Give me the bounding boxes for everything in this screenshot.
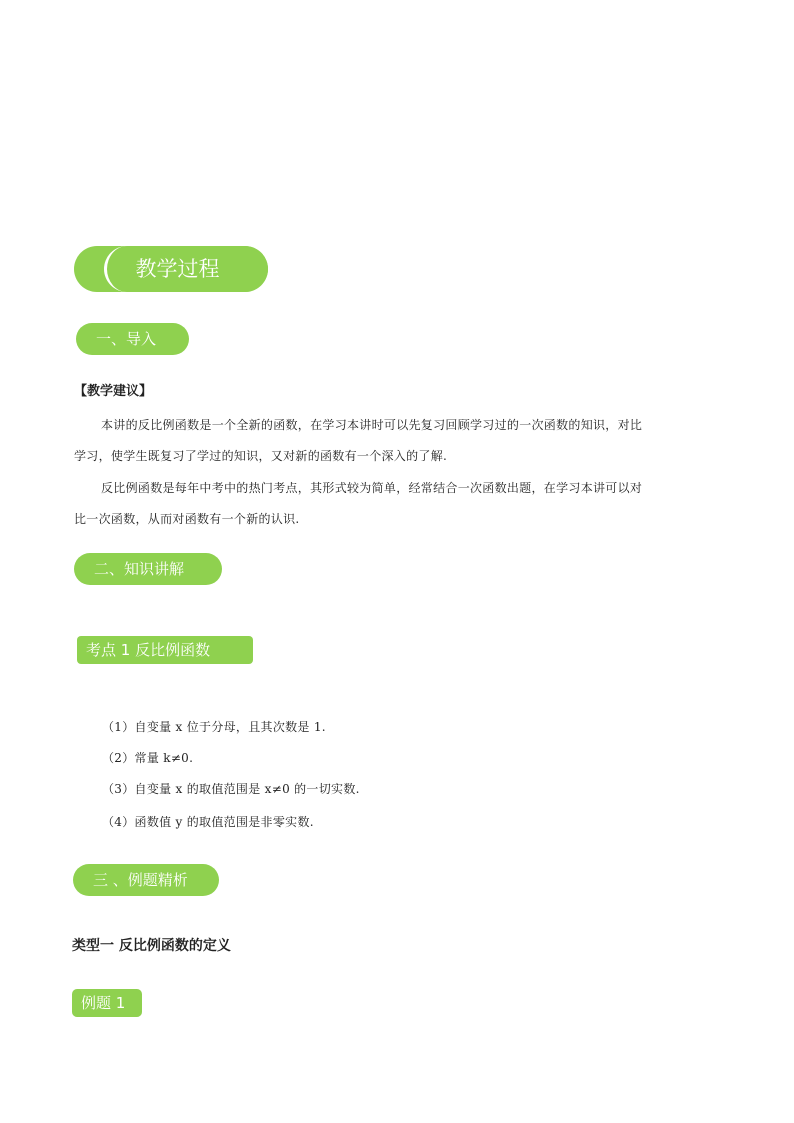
advice-p1-line1: 本讲的反比例函数是一个全新的函数，在学习本讲时可以先复习回顾学习过的一次函数的知识，对比: [101, 418, 643, 432]
list-item: （3）自变量 x 的取值范围是 x≠0 的一切实数.: [102, 782, 360, 796]
list-item: （4）函数值 y 的取值范围是非零实数.: [102, 815, 314, 829]
advice-p2-line2: 比一次函数，从而对函数有一个新的认识.: [74, 512, 300, 526]
section-banner: [74, 246, 268, 292]
type-heading: 类型一 反比例函数的定义: [72, 938, 231, 954]
advice-p1-line2: 学习，使学生既复习了学过的知识，又对新的函数有一个深入的了解.: [74, 449, 448, 463]
section-knowledge-heading: 二、知识讲解: [74, 553, 222, 585]
point-label: 考点 1 反比例函数: [77, 636, 253, 664]
list-item: （1）自变量 x 位于分母，且其次数是 1.: [102, 720, 326, 734]
example-label: 例题 1: [72, 989, 142, 1017]
section-intro-heading: 一、导入: [76, 323, 189, 355]
advice-label: 【教学建议】: [74, 384, 153, 399]
list-item: （2）常量 k≠0.: [102, 751, 194, 765]
section-examples-heading: 三 、例题精析: [73, 864, 219, 896]
banner-title: 教学过程: [104, 246, 268, 292]
advice-p2-line1: 反比例函数是每年中考中的热门考点，其形式较为简单，经常结合一次函数出题，在学习本讲可以对: [101, 481, 643, 495]
